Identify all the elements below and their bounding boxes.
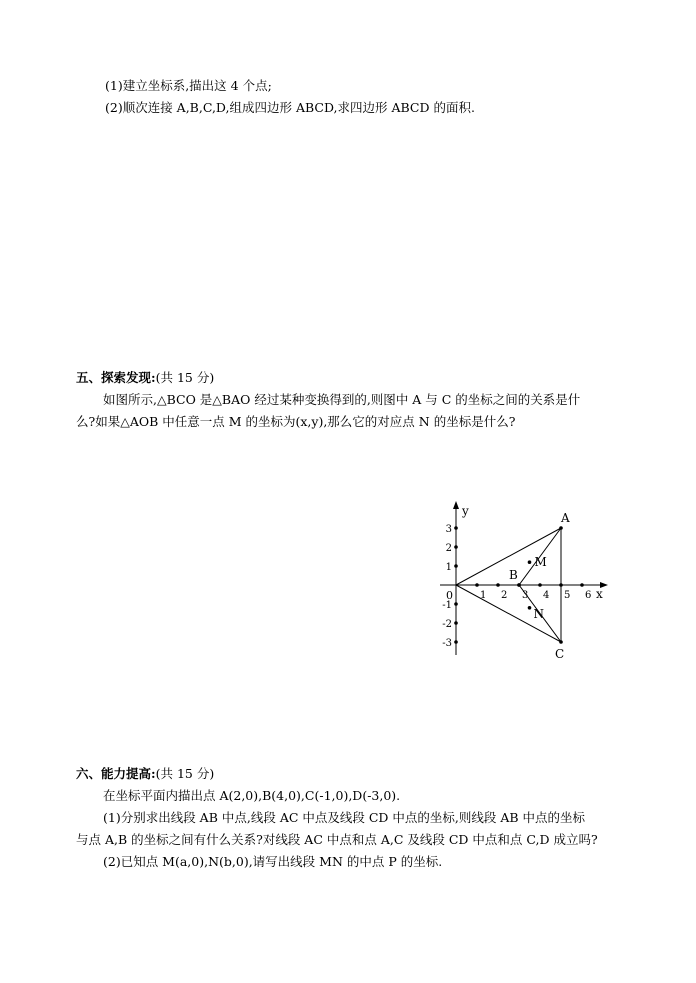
part-four-question-1: (1)建立坐标系,描出这 4 个点; [105,78,272,93]
y-tick-dot [454,545,458,549]
part-five-text-line-1: 如图所示,△BCO 是△BAO 经过某种变换得到的,则图中 A 与 C 的坐标之间的关系是什 [103,392,581,407]
y-tick-label: -2 [442,619,452,630]
part-six-title [76,764,214,784]
y-axis-arrow [453,501,459,509]
part-six-question-1-line-2: 与点 A,B 的坐标之间有什么关系?对线段 AC 中点和点 A,C 及线段 CD 中点和点 C,D 成立吗? [76,832,598,847]
part-six-heading: 六、能力提高: [76,766,156,781]
y-tick-dot [454,564,458,568]
y-tick-dot [454,526,458,530]
origin-label: 0 [446,589,453,602]
point-m-dot [528,560,532,564]
point-b-label: B [509,568,518,582]
y-tick-label: 2 [445,543,452,554]
point-c-dot [559,640,563,644]
part-six-question-1-line-1: (1)分别求出线段 AB 中点,线段 AC 中点及线段 CD 中点的坐标,则线段 AB 中点的坐标 [103,810,586,825]
point-a-dot [559,526,563,530]
y-tick-dot [454,602,458,606]
y-tick-label: 1 [445,562,452,573]
x-tick-dot [538,583,542,587]
x-tick-label: 5 [564,590,571,601]
x-tick-label: 2 [501,590,508,601]
part-five-title [76,368,214,388]
x-tick-label: 1 [480,590,487,601]
y-tick-dot [454,621,458,625]
y-tick-dot [454,640,458,644]
point-n-label: N [533,606,544,621]
x-axis-label: x [596,587,603,601]
x-tick-label: 3 [522,590,529,601]
x-tick-label: 4 [543,590,550,601]
part-five-score: (共 15 分) [155,370,215,385]
y-axis-label: y [462,504,469,518]
part-five-text-line-2: 么?如果△AOB 中任意一点 M 的坐标为(x,y),那么它的对应点 N 的坐标是什么? [76,414,516,429]
y-tick-label: -3 [442,638,452,649]
part-six-score: (共 15 分) [155,766,215,781]
point-n-dot [528,606,532,610]
x-tick-label: 6 [585,590,592,601]
part-four-question-2: (2)顺次连接 A,B,C,D,组成四边形 ABCD,求四边形 ABCD 的面积. [105,100,475,115]
point-m-label: M [534,555,547,570]
point-c-label: C [555,647,565,661]
part-five-heading: 五、探索发现: [76,370,156,385]
x-tick-dot [580,583,584,587]
y-tick-label: 3 [445,524,452,535]
point-b-dot [517,583,521,587]
part-six-intro: 在坐标平面内描出点 A(2,0),B(4,0),C(-1,0),D(-3,0). [103,788,401,803]
coordinate-figure [432,495,622,670]
point-a-label: A [561,511,570,525]
y-tick-label: -1 [442,600,452,611]
part-six-question-2: (2)已知点 M(a,0),N(b,0),请写出线段 MN 的中点 P 的坐标. [103,854,443,869]
